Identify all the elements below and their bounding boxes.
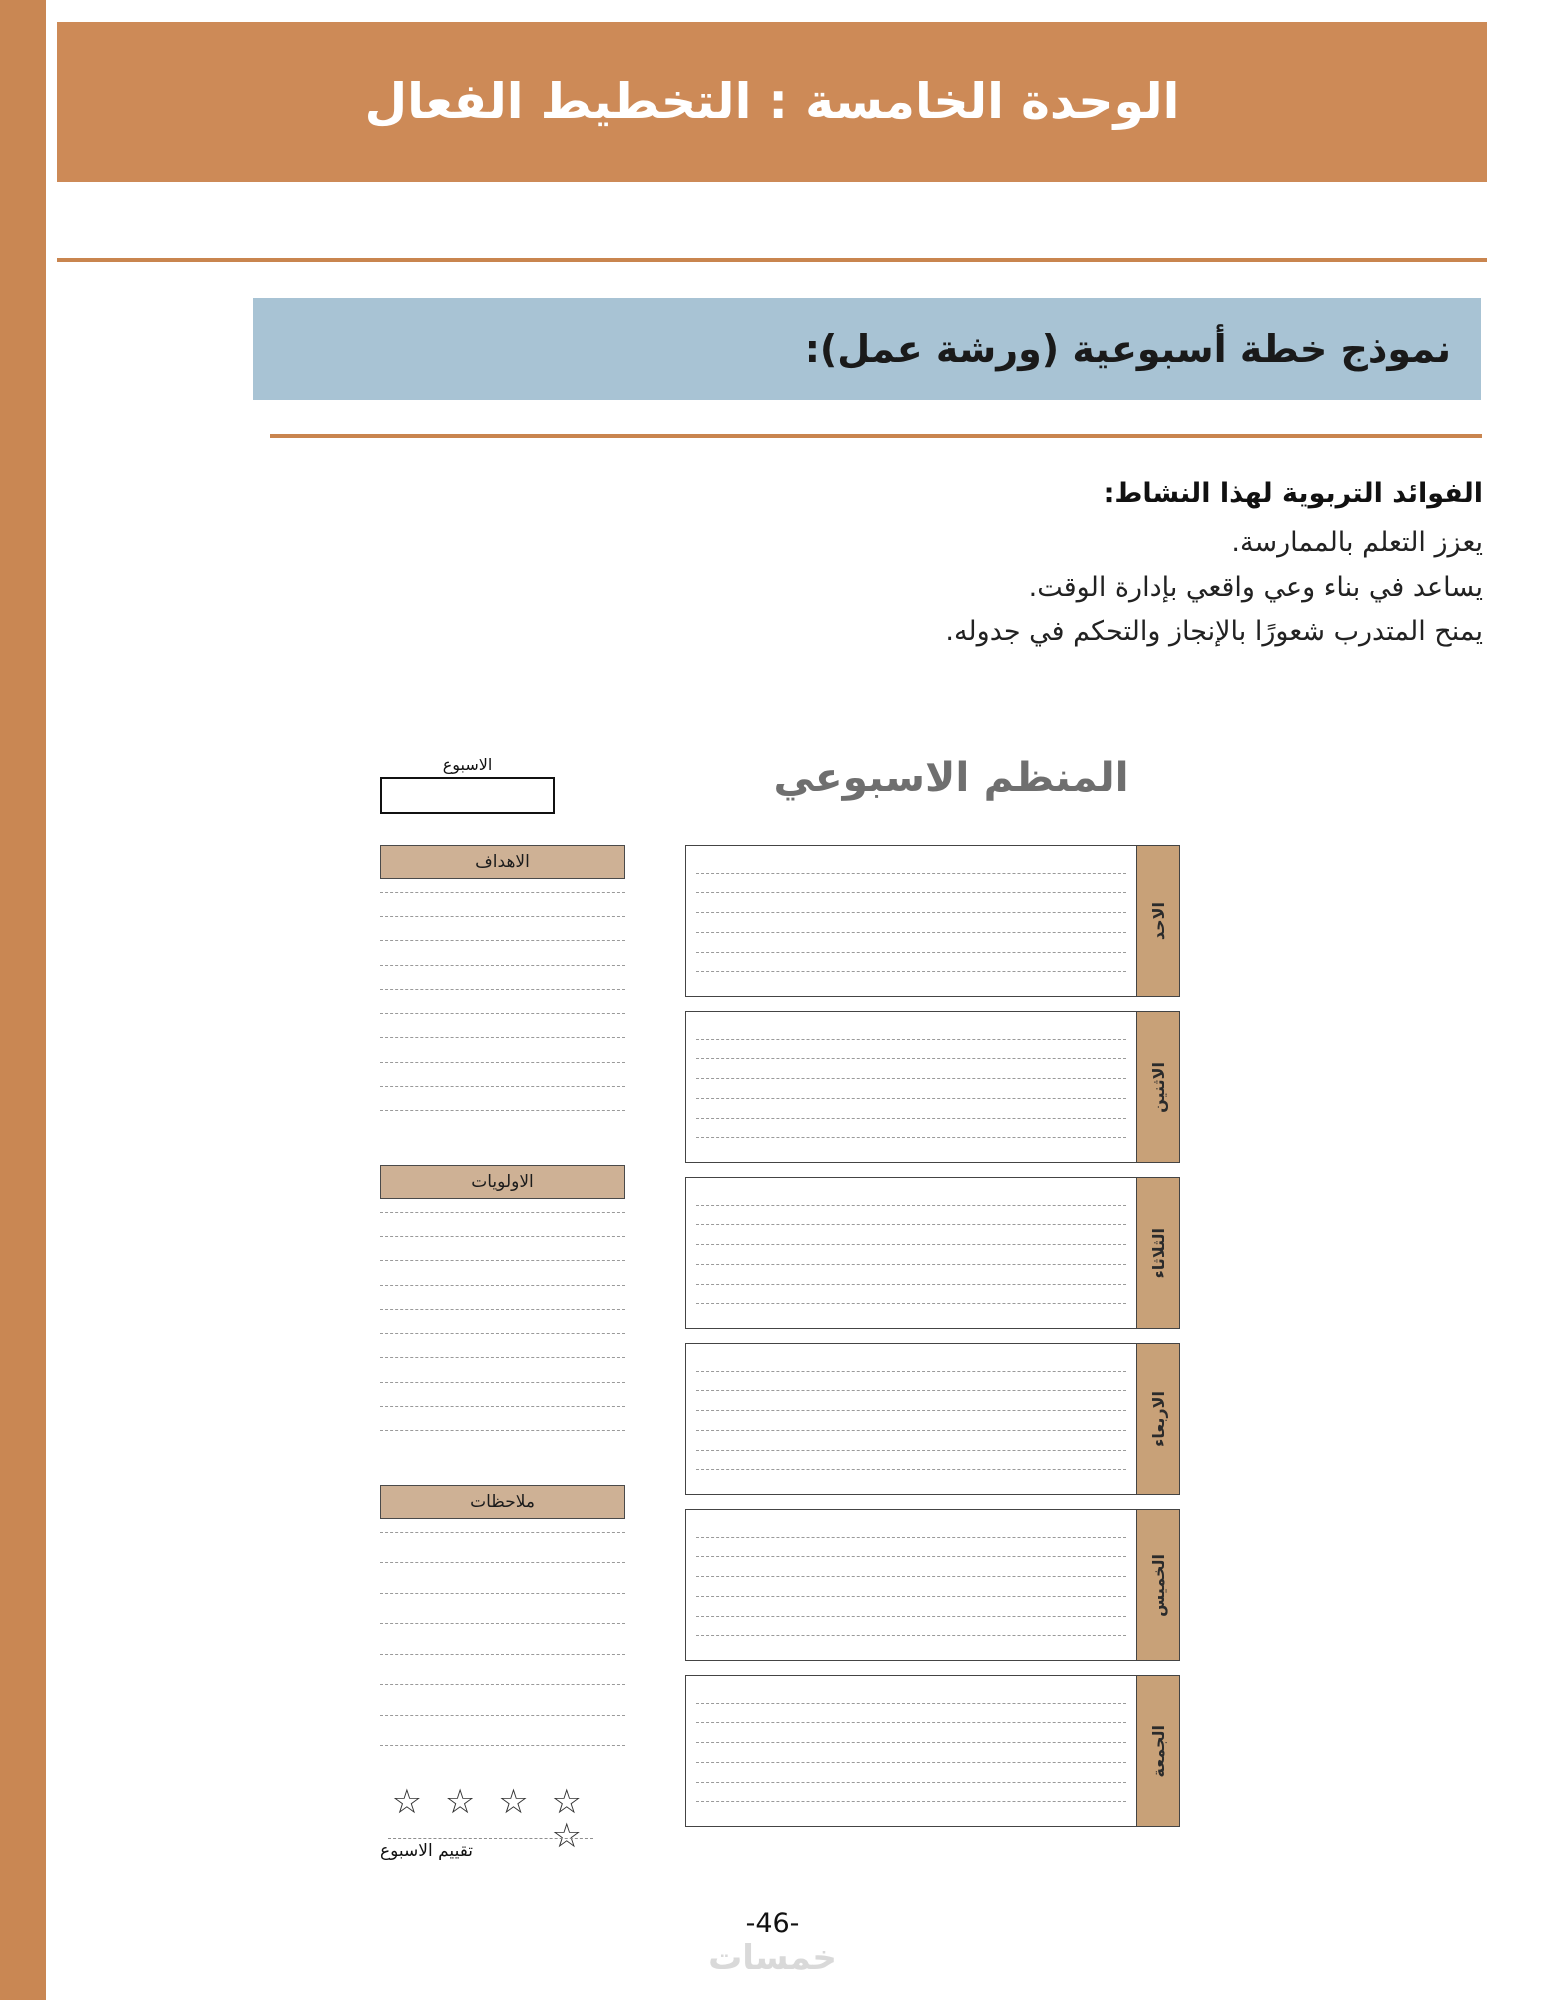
page-left-accent-bar bbox=[0, 0, 46, 2000]
page-number: -46- bbox=[745, 1908, 800, 1939]
divider-top bbox=[57, 258, 1487, 262]
panel-title: الاهداف bbox=[475, 852, 530, 872]
day-row[interactable] bbox=[685, 1509, 1180, 1661]
day-writing-area[interactable] bbox=[686, 1012, 1136, 1162]
day-row[interactable] bbox=[685, 845, 1180, 997]
rating-line bbox=[388, 1837, 593, 1839]
panel-header-notes bbox=[380, 1485, 625, 1519]
day-row[interactable] bbox=[685, 1177, 1180, 1329]
day-row[interactable] bbox=[685, 1011, 1180, 1163]
panel-header-goals bbox=[380, 845, 625, 879]
day-tab bbox=[1136, 1344, 1179, 1494]
panel-writing-area-notes[interactable] bbox=[380, 1531, 625, 1746]
day-tab bbox=[1136, 1012, 1179, 1162]
day-label: الاحد bbox=[1148, 901, 1168, 941]
day-tab bbox=[1136, 1510, 1179, 1660]
panel-writing-area-priorities[interactable] bbox=[380, 1211, 625, 1431]
day-label: الاثنين bbox=[1148, 1061, 1168, 1113]
week-label: الاسبوع bbox=[442, 755, 493, 774]
unit-title-banner bbox=[57, 22, 1487, 182]
benefit-item: يعزز التعلم بالممارسة. bbox=[1231, 527, 1483, 558]
panel-title: ملاحظات bbox=[470, 1492, 535, 1512]
day-writing-area[interactable] bbox=[686, 1178, 1136, 1328]
day-label: الثلاثاء bbox=[1148, 1227, 1168, 1279]
panel-header-priorities bbox=[380, 1165, 625, 1199]
benefit-item: يساعد في بناء وعي واقعي بإدارة الوقت. bbox=[1028, 571, 1483, 603]
week-rating-stars[interactable]: ☆ ☆ ☆ ☆ ☆ bbox=[391, 1782, 588, 1856]
day-row[interactable] bbox=[685, 1675, 1180, 1827]
day-writing-area[interactable] bbox=[686, 1510, 1136, 1660]
day-label: الخميس bbox=[1148, 1553, 1168, 1617]
day-label: الاربعاء bbox=[1148, 1391, 1168, 1447]
day-writing-area[interactable] bbox=[686, 1344, 1136, 1494]
watermark: خمسات bbox=[708, 1938, 837, 1978]
day-tab bbox=[1136, 846, 1179, 996]
section-title: نموذج خطة أسبوعية (ورشة عمل): bbox=[804, 327, 1451, 371]
benefits-heading: الفوائد التربوية لهذا النشاط: bbox=[1103, 478, 1483, 509]
day-writing-area[interactable] bbox=[686, 846, 1136, 996]
benefit-item: يمنح المتدرب شعورًا بالإنجاز والتحكم في جدوله. bbox=[945, 616, 1483, 648]
section-title-band bbox=[253, 298, 1481, 400]
day-writing-area[interactable] bbox=[686, 1676, 1136, 1826]
panel-writing-area-goals[interactable] bbox=[380, 891, 625, 1111]
unit-title: الوحدة الخامسة : التخطيط الفعال bbox=[364, 73, 1180, 131]
day-row[interactable] bbox=[685, 1343, 1180, 1495]
day-tab bbox=[1136, 1178, 1179, 1328]
divider-middle bbox=[270, 434, 1482, 438]
benefits-block bbox=[303, 478, 1483, 655]
panel-title: الاولويات bbox=[471, 1172, 534, 1192]
planner-title: المنظم الاسبوعي bbox=[773, 755, 1129, 801]
week-rating-label: تقييم الاسبوع bbox=[380, 1841, 474, 1861]
day-tab bbox=[1136, 1676, 1179, 1826]
weekly-planner bbox=[380, 755, 1180, 1885]
week-input-box[interactable] bbox=[380, 777, 555, 814]
day-label: الجمعة bbox=[1148, 1724, 1168, 1778]
